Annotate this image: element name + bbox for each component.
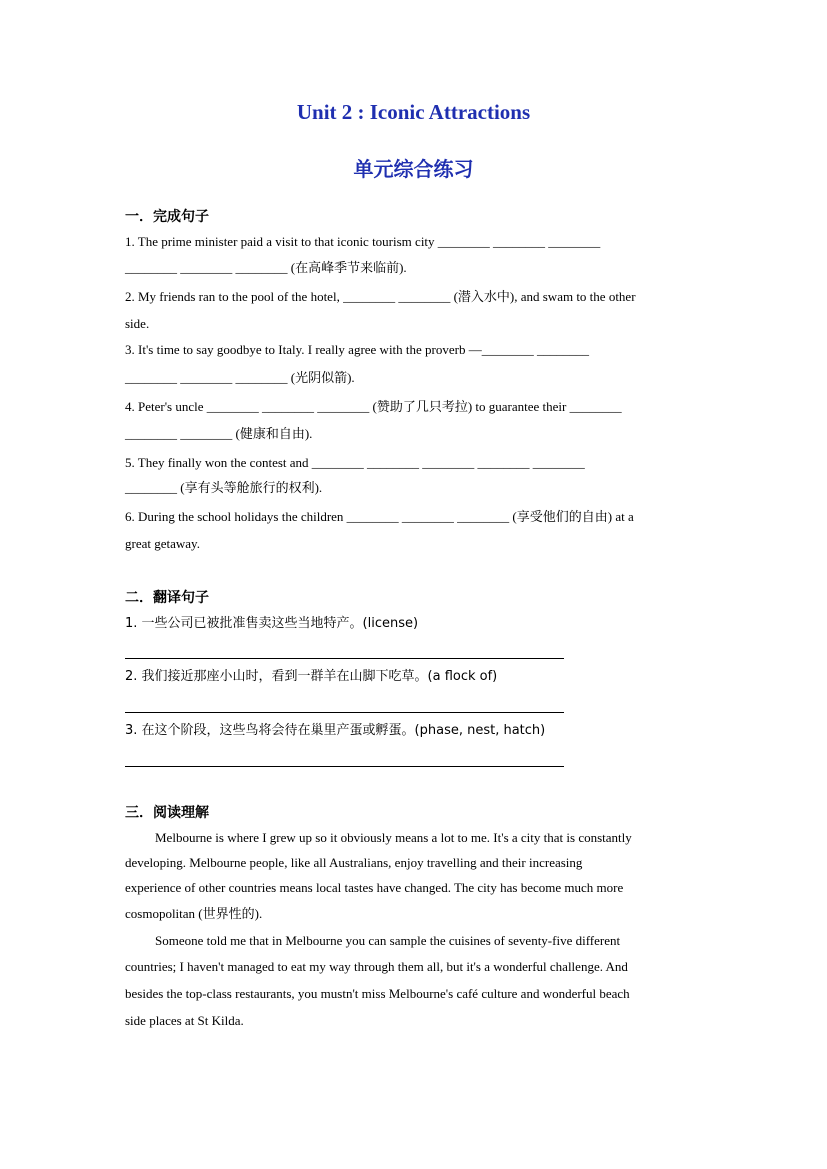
reading-line-5: Someone told me that in Melbourne you can sample the cuisines of seventy-five different xyxy=(155,933,621,948)
s1-line-2: ________ ________ ________ (在高峰季节来临前). xyxy=(125,260,407,275)
s1-line-9: 5. They finally won the contest and ________ ________ ________ ________ ________ xyxy=(125,455,585,470)
answer-line-2[interactable] xyxy=(125,712,564,713)
reading-line-6: countries; I haven't managed to eat my way through them all, but it's a wonderful challenge. And xyxy=(125,959,628,974)
reading-line-7: besides the top-class restaurants, you mustn't miss Melbourne's café culture and wonderful beach xyxy=(125,986,630,1001)
s1-line-11: 6. During the school holidays the children ________ ________ ________ (享受他们的自由) at a xyxy=(125,509,634,524)
answer-line-3[interactable] xyxy=(125,766,564,767)
answer-line-1[interactable] xyxy=(125,658,564,659)
s1-line-4: side. xyxy=(125,316,150,331)
reading-line-2: developing. Melbourne people, like all Australians, enjoy travelling and their increasing xyxy=(125,855,583,870)
s1-line-3: 2. My friends ran to the pool of the hotel, ________ ________ (潜入水中), and swam to the other xyxy=(125,289,636,304)
s2-item-3: 3. 在这个阶段，这些鸟将会待在巢里产蛋或孵蛋。(phase, nest, hatch) xyxy=(125,723,546,738)
s2-item-2: 2. 我们接近那座小山时，看到一群羊在山脚下吃草。(a flock of) xyxy=(125,669,498,684)
unit-title: Unit 2 : Iconic Attractions xyxy=(296,100,531,124)
s1-line-8: ________ ________ (健康和自由). xyxy=(125,426,313,441)
s1-line-10: ________ (享有头等舱旅行的权利). xyxy=(125,480,323,495)
reading-line-4: cosmopolitan (世界性的). xyxy=(125,906,263,921)
reading-line-8: side places at St Kilda. xyxy=(125,1013,244,1028)
s1-line-1: 1. The prime minister paid a visit to that iconic tourism city ________ ________ ________ xyxy=(125,234,601,249)
unit-subtitle: 单元综合练习 xyxy=(353,157,474,181)
s1-line-7: 4. Peter's uncle ________ ________ ________ (赞助了几只考拉) to guarantee their ________ xyxy=(125,399,622,414)
s1-line-6: ________ ________ ________ (光阴似箭). xyxy=(125,370,355,385)
s1-line-12: great getaway. xyxy=(125,536,200,551)
section3-heading: 三．阅读理解 xyxy=(125,805,209,821)
s1-line-5: 3. It's time to say goodbye to Italy. I really agree with the proverb —________ ________ xyxy=(125,342,589,357)
section1-heading: 一．完成句子 xyxy=(125,209,209,225)
section2-heading: 二．翻译句子 xyxy=(125,590,209,606)
reading-line-3: experience of other countries means local tastes have changed. The city has become much more xyxy=(125,880,624,895)
s2-item-1: 1. 一些公司已被批准售卖这些当地特产。(license) xyxy=(125,616,419,631)
reading-line-1: Melbourne is where I grew up so it obviously means a lot to me. It's a city that is constantly xyxy=(155,830,632,845)
